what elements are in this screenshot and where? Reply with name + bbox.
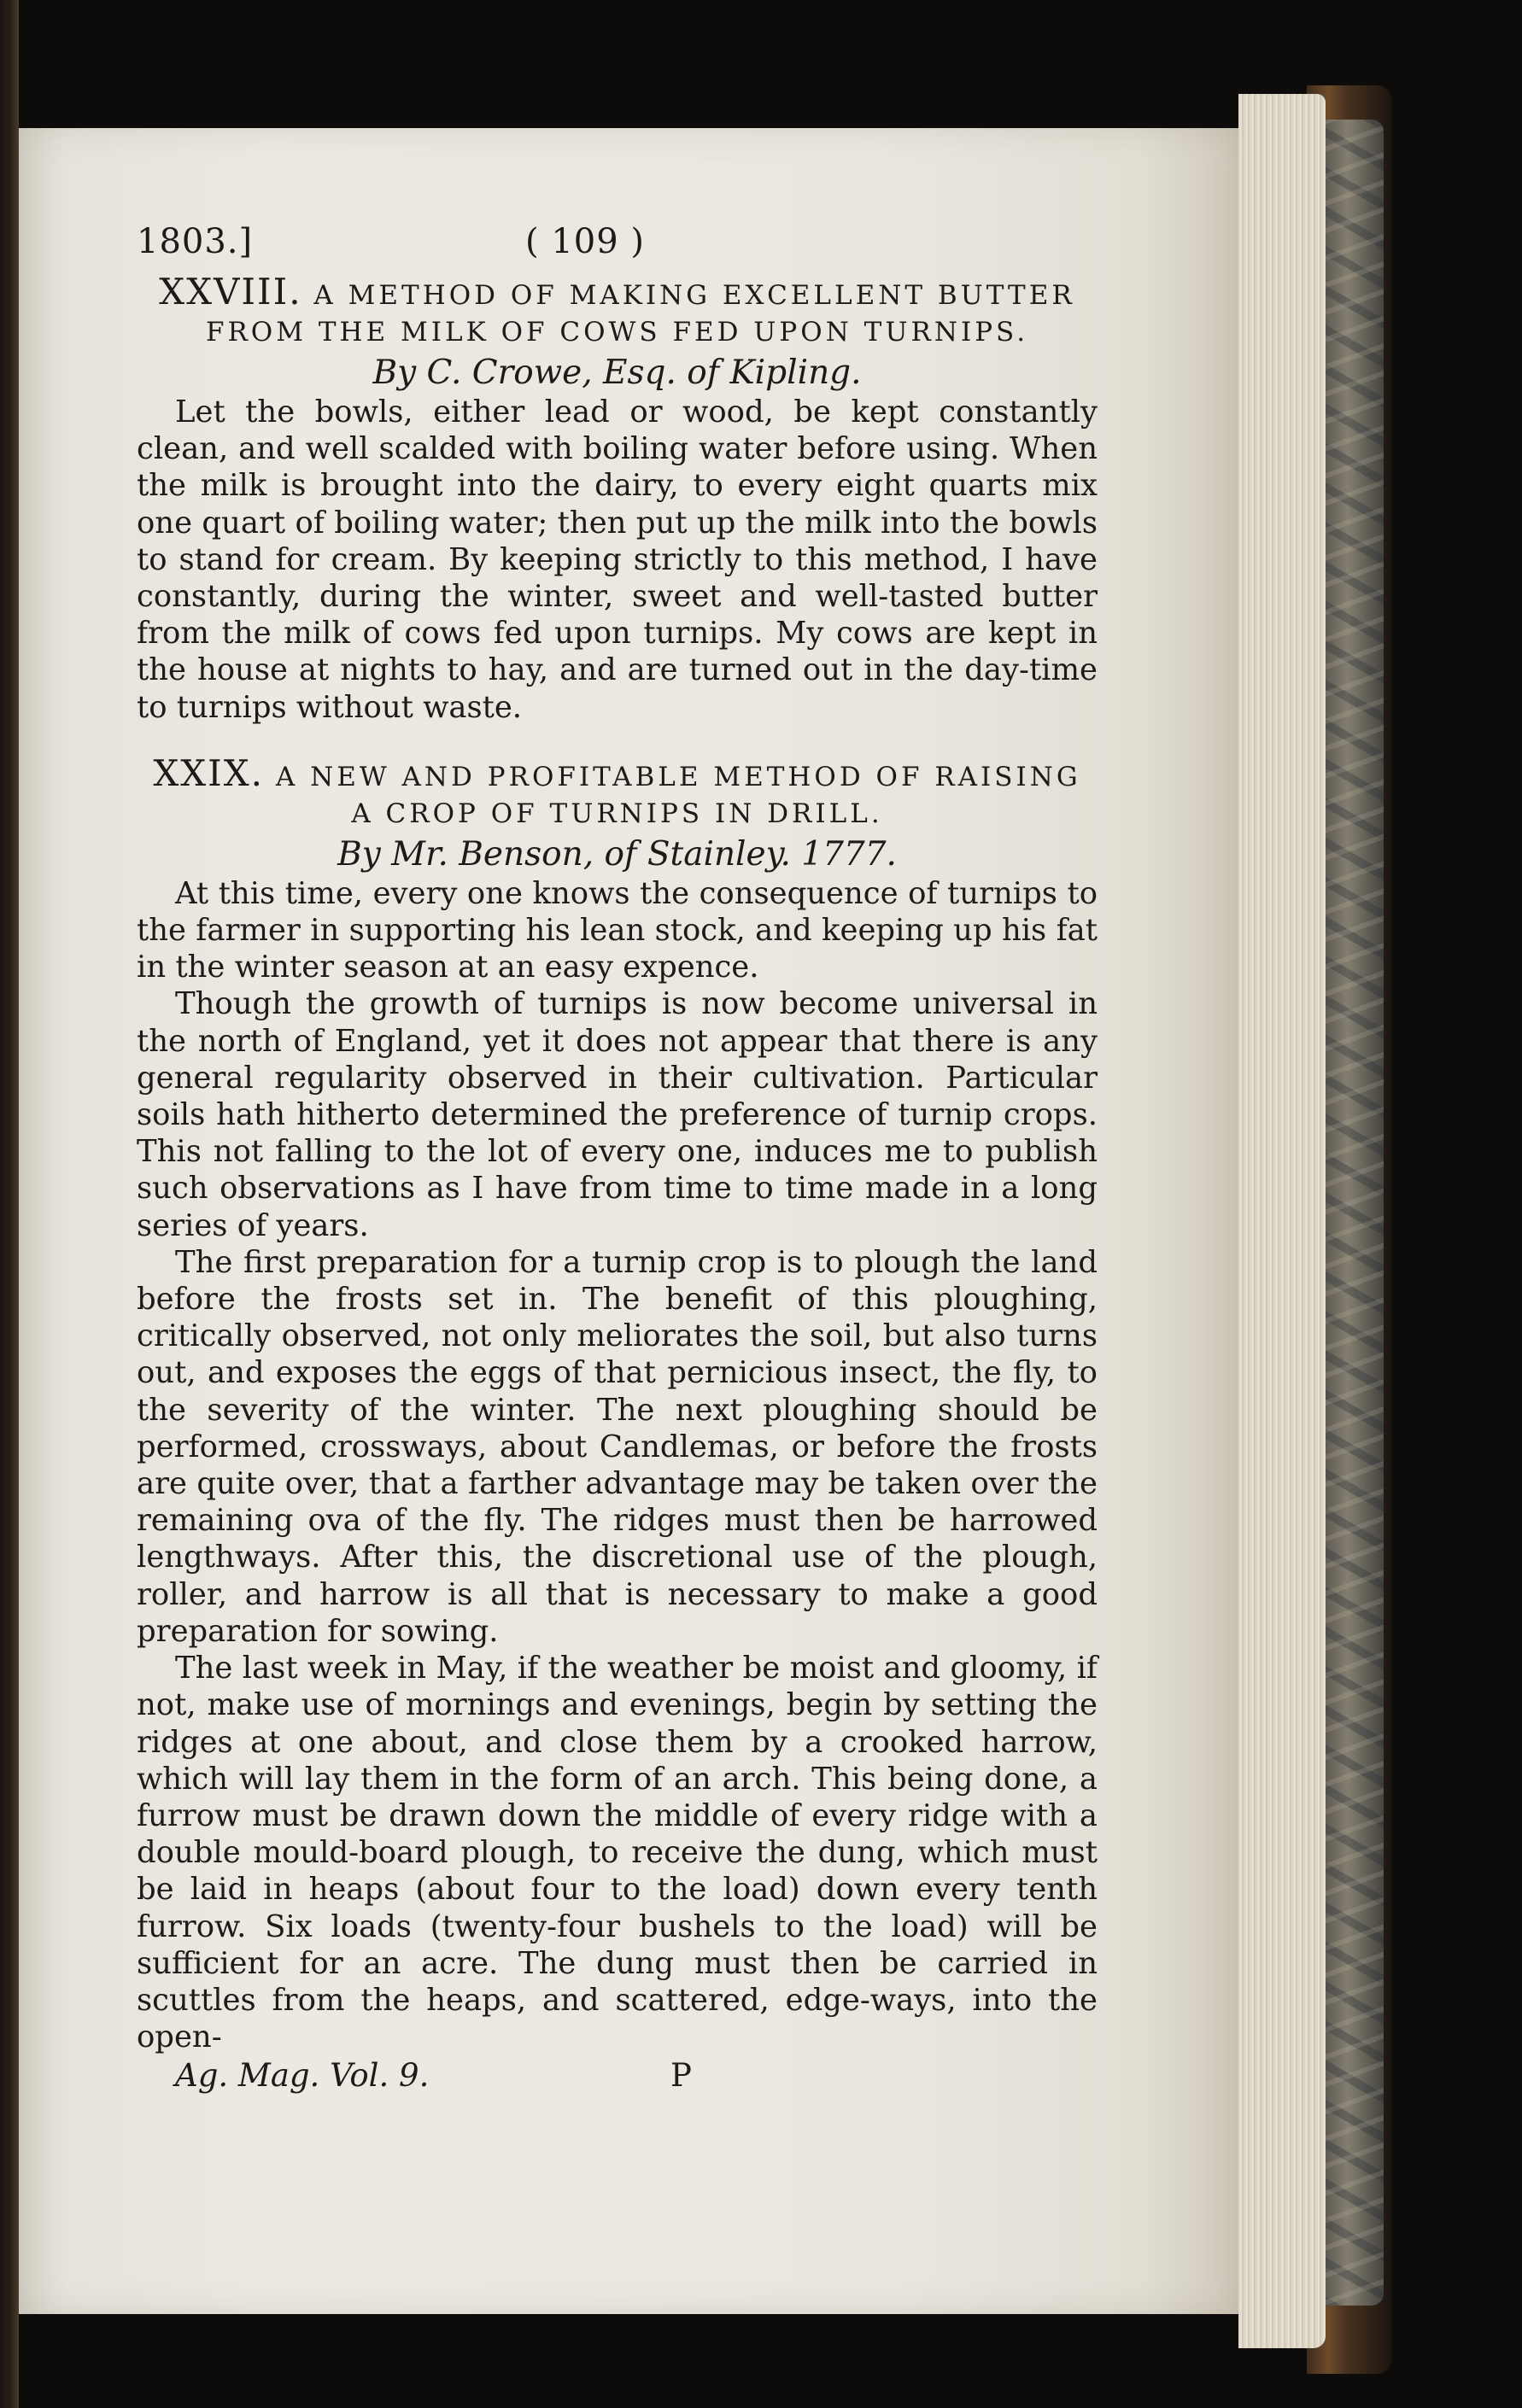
- marbled-edge: [1324, 120, 1384, 2306]
- section-number: XXVIII.: [159, 271, 302, 313]
- section-title-line2: FROM THE MILK OF COWS FED UPON TURNIPS.: [205, 317, 1029, 348]
- section-29: [137, 751, 1098, 2056]
- section-number: XXIX.: [153, 751, 264, 794]
- running-header: [137, 222, 1098, 273]
- paragraph: Let the bowls, either lead or wood, be kept constantly clean, and well scalded with boiling water before using. When the milk is brought into the dairy, to every eight quarts mix one quart of boiling water; then put up the milk into the bowls to stand for cream. By keeping strictly to this method, I have constantly, during the winter, sweet and well-tasted butter from the milk of cows fed upon turnips. My cows are kept in the house at nights to hay, and are turned out in the day-time to turnips without waste.: [137, 395, 1098, 725]
- footer-reference: Ag. Mag. Vol. 9.: [175, 2057, 430, 2095]
- section-title-line1: A NEW AND PROFITABLE METHOD OF RAISING: [275, 761, 1081, 792]
- section-byline: By C. Crowe, Esq. of Kipling.: [372, 354, 862, 392]
- section-byline: By Mr. Benson, of Stainley. 1777.: [337, 834, 897, 874]
- page-text: [137, 222, 1098, 2098]
- section-heading: [137, 273, 1098, 351]
- section-title-line1: A METHOD OF MAKING EXCELLENT BUTTER: [313, 280, 1075, 311]
- paragraph: The last week in May, if the weather be moist and gloomy, if not, make use of mornings and evenings, begin by setting the ridges at one about, and close them by a crooked harrow, which will lay them in the form of an arch. This being done, a furrow must be drawn down the middle of every ridge with a double mould-board plough, to receive the dung, which must be laid in heaps (about four to the load) down every tenth furrow. Six loads (twenty-four bushels to the load) will be sufficient for an acre. The dung must then be carried in scuttles from the heaps, and scattered, edge-ways, into the open-: [137, 1651, 1098, 2055]
- paragraph: Though the growth of turnips is now become universal in the north of England, yet it does not appear that there is any general regularity observed in their cultivation. Particular soils hath hitherto determined the preference of turnip crops. This not falling to the lot of every one, induces me to publish such observations as I have from time to time made in a long series of years.: [137, 986, 1098, 1243]
- page-stack-edge: [1238, 94, 1326, 2348]
- page-number: ( 109 ): [525, 222, 645, 261]
- paragraph: At this time, every one knows the consequence of turnips to the farmer in supporting his lean stock, and keeping up his fat in the winter season at an easy expence.: [137, 875, 1098, 985]
- header-year: 1803.]: [137, 222, 254, 261]
- page-footer: [137, 2057, 1098, 2098]
- section-title-line2: A CROP OF TURNIPS IN DRILL.: [351, 798, 883, 829]
- paragraph: The first preparation for a turnip crop is to plough the land before the frosts set in. The benefit of this ploughing, critically observed, not only meliorates the soil, but also turns out, and exposes the eggs of that pernicious insect, the fly, to the severity of the winter. The next ploughing should be performed, crossways, about Candlemas, or before the frosts are quite over, that a farther advantage may be taken over the remaining ova of the fly. The ridges must then be harrowed lengthways. After this, the discretional use of the plough, roller, and harrow is all that is necessary to make a good preparation for sowing.: [137, 1244, 1098, 1649]
- signature-mark: P: [670, 2057, 692, 2095]
- facing-page-edge: [0, 0, 19, 2408]
- section-28: [137, 273, 1098, 726]
- section-heading: [137, 751, 1098, 833]
